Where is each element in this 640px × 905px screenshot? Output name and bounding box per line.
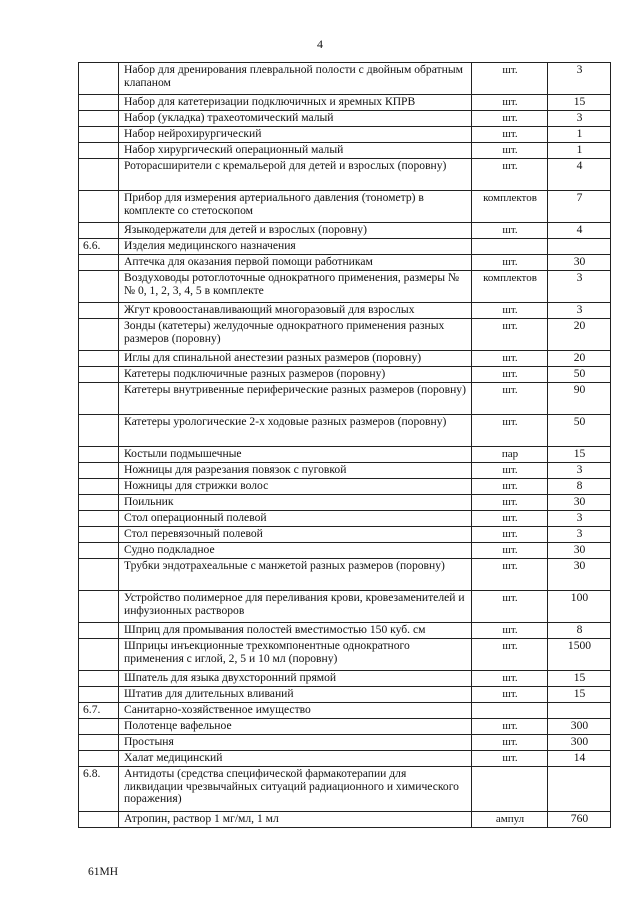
section-header-row — [79, 767, 611, 812]
item-number-cell — [79, 735, 119, 751]
item-number-cell: 6.8. — [79, 767, 119, 812]
item-number-cell — [79, 367, 119, 383]
unit-cell: шт. — [472, 111, 548, 127]
document-code: 61МН — [88, 866, 119, 878]
section-header-row — [79, 703, 611, 719]
table-row — [79, 463, 611, 479]
item-name-cell: Катетеры внутривенные периферические разных размеров (поровну) — [119, 383, 472, 415]
item-name-cell: Набор нейрохирургический — [119, 127, 472, 143]
table-row — [79, 511, 611, 527]
item-name-cell: Халат медицинский — [119, 751, 472, 767]
quantity-cell: 7 — [548, 191, 611, 223]
item-name-cell: Антидоты (средства специфической фармакотерапии для ликвидации чрезвычайных ситуаций радиационного и химического поражения) — [119, 767, 472, 812]
item-name-cell: Зонды (катетеры) желудочные однократного применения разных размеров (поровну) — [119, 319, 472, 351]
item-name-cell: Стол перевязочный полевой — [119, 527, 472, 543]
unit-cell: шт. — [472, 495, 548, 511]
item-number-cell — [79, 255, 119, 271]
item-number-cell — [79, 671, 119, 687]
unit-cell — [472, 767, 548, 812]
unit-cell: шт. — [472, 735, 548, 751]
item-number-cell — [79, 812, 119, 828]
quantity-cell: 15 — [548, 671, 611, 687]
unit-cell: шт. — [472, 415, 548, 447]
table-row — [79, 255, 611, 271]
item-name-cell: Набор для катетеризации подключичных и яремных КПРВ — [119, 95, 472, 111]
item-number-cell — [79, 639, 119, 671]
unit-cell: шт. — [472, 559, 548, 591]
table-row — [79, 415, 611, 447]
unit-cell: шт. — [472, 95, 548, 111]
quantity-cell: 3 — [548, 511, 611, 527]
item-number-cell — [79, 303, 119, 319]
item-name-cell: Жгут кровоостанавливающий многоразовый для взрослых — [119, 303, 472, 319]
item-name-cell: Санитарно-хозяйственное имущество — [119, 703, 472, 719]
table-row — [79, 143, 611, 159]
item-number-cell — [79, 143, 119, 159]
unit-cell: шт. — [472, 159, 548, 191]
quantity-cell: 30 — [548, 559, 611, 591]
supply-table — [78, 62, 611, 828]
unit-cell: шт. — [472, 303, 548, 319]
item-number-cell: 6.6. — [79, 239, 119, 255]
item-name-cell: Воздуховоды ротоглоточные однократного применения, размеры №№ 0, 1, 2, 3, 4, 5 в комплекте — [119, 271, 472, 303]
quantity-cell: 3 — [548, 111, 611, 127]
quantity-cell: 300 — [548, 719, 611, 735]
quantity-cell: 50 — [548, 415, 611, 447]
quantity-cell: 20 — [548, 319, 611, 351]
item-name-cell: Костыли подмышечные — [119, 447, 472, 463]
table-row — [79, 271, 611, 303]
supply-table-body — [79, 63, 611, 828]
unit-cell: шт. — [472, 719, 548, 735]
quantity-cell: 3 — [548, 303, 611, 319]
quantity-cell: 30 — [548, 495, 611, 511]
table-row — [79, 383, 611, 415]
unit-cell: шт. — [472, 367, 548, 383]
item-number-cell — [79, 591, 119, 623]
item-name-cell: Изделия медицинского назначения — [119, 239, 472, 255]
quantity-cell: 300 — [548, 735, 611, 751]
item-name-cell: Набор (укладка) трахеотомический малый — [119, 111, 472, 127]
item-number-cell — [79, 351, 119, 367]
unit-cell: шт. — [472, 671, 548, 687]
quantity-cell: 15 — [548, 687, 611, 703]
table-row — [79, 735, 611, 751]
quantity-cell: 760 — [548, 812, 611, 828]
quantity-cell: 3 — [548, 527, 611, 543]
table-row — [79, 687, 611, 703]
unit-cell: шт. — [472, 255, 548, 271]
item-name-cell: Аптечка для оказания первой помощи работникам — [119, 255, 472, 271]
quantity-cell: 30 — [548, 543, 611, 559]
quantity-cell — [548, 767, 611, 812]
unit-cell: шт. — [472, 63, 548, 95]
table-row — [79, 351, 611, 367]
unit-cell: шт. — [472, 351, 548, 367]
unit-cell: шт. — [472, 479, 548, 495]
quantity-cell: 3 — [548, 463, 611, 479]
unit-cell: ампул — [472, 812, 548, 828]
quantity-cell — [548, 703, 611, 719]
quantity-cell: 4 — [548, 223, 611, 239]
quantity-cell: 8 — [548, 479, 611, 495]
quantity-cell: 8 — [548, 623, 611, 639]
unit-cell: шт. — [472, 223, 548, 239]
item-name-cell: Стол операционный полевой — [119, 511, 472, 527]
quantity-cell: 100 — [548, 591, 611, 623]
table-row — [79, 367, 611, 383]
quantity-cell: 3 — [548, 63, 611, 95]
unit-cell: шт. — [472, 527, 548, 543]
item-number-cell — [79, 447, 119, 463]
item-name-cell: Прибор для измерения артериального давления (тонометр) в комплекте со стетоскопом — [119, 191, 472, 223]
item-name-cell: Иглы для спинальной анестезии разных размеров (поровну) — [119, 351, 472, 367]
item-number-cell — [79, 687, 119, 703]
table-row — [79, 495, 611, 511]
unit-cell: комплектов — [472, 271, 548, 303]
unit-cell: шт. — [472, 639, 548, 671]
unit-cell — [472, 703, 548, 719]
item-name-cell: Шприцы инъекционные трехкомпонентные однократного применения с иглой, 2, 5 и 10 мл (поровну) — [119, 639, 472, 671]
quantity-cell: 1 — [548, 143, 611, 159]
item-name-cell: Атропин, раствор 1 мг/мл, 1 мл — [119, 812, 472, 828]
item-name-cell: Трубки эндотрахеальные с манжетой разных размеров (поровну) — [119, 559, 472, 591]
item-number-cell — [79, 95, 119, 111]
table-row — [79, 95, 611, 111]
quantity-cell: 1500 — [548, 639, 611, 671]
quantity-cell: 14 — [548, 751, 611, 767]
table-row — [79, 111, 611, 127]
table-row — [79, 719, 611, 735]
table-row — [79, 63, 611, 95]
item-name-cell: Языкодержатели для детей и взрослых (поровну) — [119, 223, 472, 239]
item-name-cell: Поильник — [119, 495, 472, 511]
quantity-cell: 15 — [548, 447, 611, 463]
table-row — [79, 812, 611, 828]
table-row — [79, 447, 611, 463]
item-number-cell — [79, 527, 119, 543]
quantity-cell: 1 — [548, 127, 611, 143]
quantity-cell: 90 — [548, 383, 611, 415]
table-row — [79, 671, 611, 687]
item-name-cell: Штатив для длительных вливаний — [119, 687, 472, 703]
table-row — [79, 543, 611, 559]
unit-cell: шт. — [472, 463, 548, 479]
item-number-cell — [79, 511, 119, 527]
item-number-cell — [79, 719, 119, 735]
item-number-cell: 6.7. — [79, 703, 119, 719]
table-row — [79, 159, 611, 191]
unit-cell: шт. — [472, 127, 548, 143]
item-name-cell: Полотенце вафельное — [119, 719, 472, 735]
table-row — [79, 319, 611, 351]
item-number-cell — [79, 415, 119, 447]
unit-cell: шт. — [472, 623, 548, 639]
quantity-cell: 20 — [548, 351, 611, 367]
item-name-cell: Катетеры урологические 2-х ходовые разных размеров (поровну) — [119, 415, 472, 447]
item-number-cell — [79, 319, 119, 351]
table-row — [79, 527, 611, 543]
quantity-cell: 50 — [548, 367, 611, 383]
table-row — [79, 623, 611, 639]
item-number-cell — [79, 543, 119, 559]
item-number-cell — [79, 191, 119, 223]
table-row — [79, 479, 611, 495]
unit-cell: шт. — [472, 751, 548, 767]
table-row — [79, 559, 611, 591]
item-name-cell: Шприц для промывания полостей вместимостью 150 куб. см — [119, 623, 472, 639]
quantity-cell: 3 — [548, 271, 611, 303]
item-number-cell — [79, 479, 119, 495]
unit-cell: шт. — [472, 591, 548, 623]
item-name-cell: Набор хирургический операционный малый — [119, 143, 472, 159]
item-number-cell — [79, 271, 119, 303]
quantity-cell: 15 — [548, 95, 611, 111]
unit-cell: шт. — [472, 319, 548, 351]
item-name-cell: Катетеры подключичные разных размеров (поровну) — [119, 367, 472, 383]
table-row — [79, 127, 611, 143]
table-row — [79, 223, 611, 239]
unit-cell: пар — [472, 447, 548, 463]
quantity-cell — [548, 239, 611, 255]
item-number-cell — [79, 495, 119, 511]
item-number-cell — [79, 111, 119, 127]
item-name-cell: Устройство полимерное для переливания крови, кровезаменителей и инфузионных растворов — [119, 591, 472, 623]
item-name-cell: Роторасширители с кремальерой для детей и взрослых (поровну) — [119, 159, 472, 191]
item-number-cell — [79, 623, 119, 639]
quantity-cell: 30 — [548, 255, 611, 271]
table-row — [79, 303, 611, 319]
table-row — [79, 751, 611, 767]
item-number-cell — [79, 63, 119, 95]
table-row — [79, 639, 611, 671]
item-name-cell: Шпатель для языка двухсторонний прямой — [119, 671, 472, 687]
section-header-row — [79, 239, 611, 255]
page-number: 4 — [317, 37, 323, 51]
item-name-cell: Простыня — [119, 735, 472, 751]
unit-cell — [472, 239, 548, 255]
item-name-cell: Набор для дренирования плевральной полости с двойным обратным клапаном — [119, 63, 472, 95]
unit-cell: шт. — [472, 143, 548, 159]
table-row — [79, 191, 611, 223]
unit-cell: комплектов — [472, 191, 548, 223]
unit-cell: шт. — [472, 511, 548, 527]
item-name-cell: Ножницы для разрезания повязок с пуговкой — [119, 463, 472, 479]
quantity-cell: 4 — [548, 159, 611, 191]
unit-cell: шт. — [472, 687, 548, 703]
item-number-cell — [79, 559, 119, 591]
table-row — [79, 591, 611, 623]
item-name-cell: Судно подкладное — [119, 543, 472, 559]
item-number-cell — [79, 463, 119, 479]
item-number-cell — [79, 751, 119, 767]
item-name-cell: Ножницы для стрижки волос — [119, 479, 472, 495]
item-number-cell — [79, 383, 119, 415]
item-number-cell — [79, 223, 119, 239]
item-number-cell — [79, 127, 119, 143]
item-number-cell — [79, 159, 119, 191]
unit-cell: шт. — [472, 543, 548, 559]
unit-cell: шт. — [472, 383, 548, 415]
